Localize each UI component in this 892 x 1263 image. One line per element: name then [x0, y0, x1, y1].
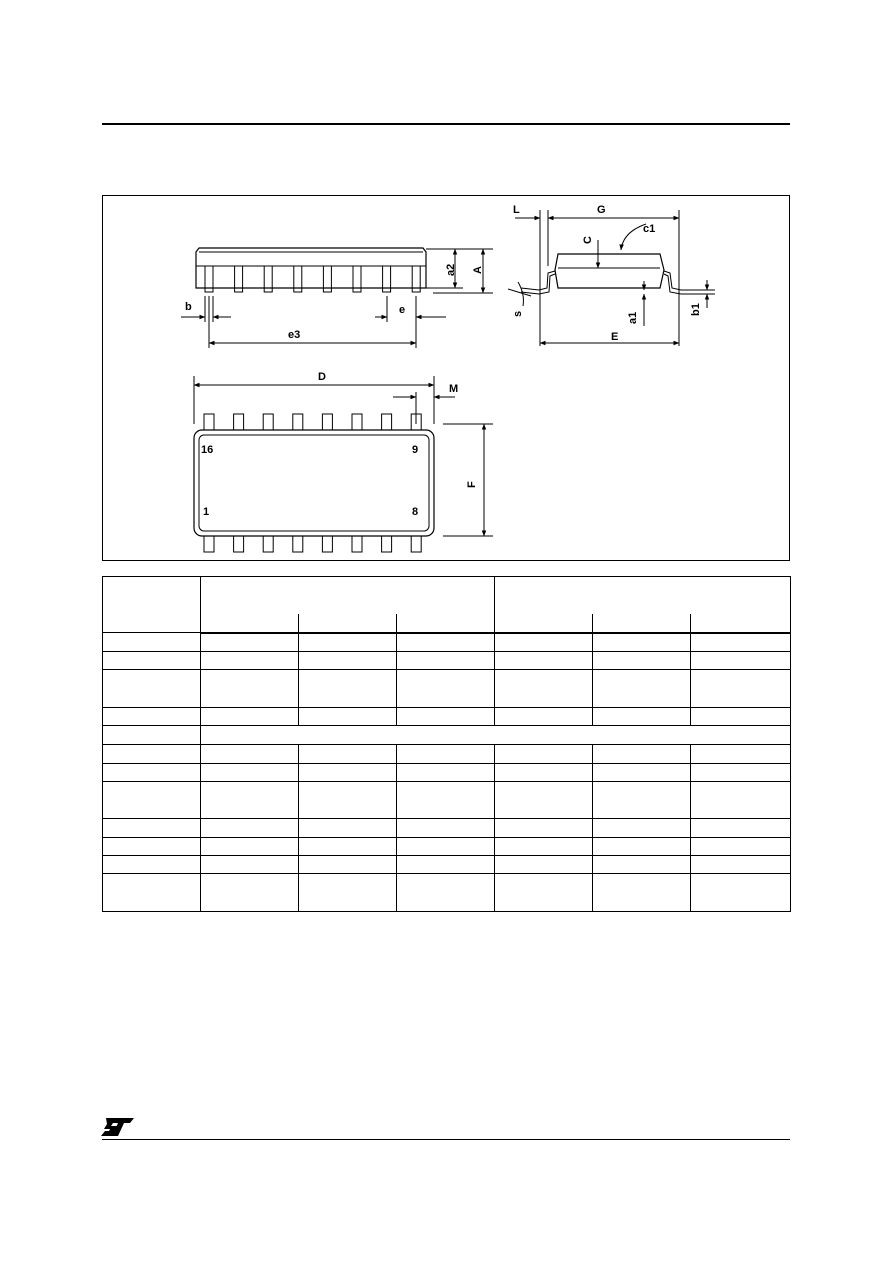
subheader-cell — [495, 614, 593, 633]
top-lead-lower — [293, 536, 303, 552]
top-lead-upper — [382, 414, 392, 430]
table-row-label — [103, 707, 201, 725]
table-cell — [201, 745, 299, 763]
side-view-labels — [185, 264, 484, 341]
table-cell — [593, 745, 691, 763]
pin-label-1: 1 — [203, 506, 210, 518]
table-cell — [201, 874, 299, 912]
end-body-outline — [555, 254, 664, 288]
table-cell — [397, 856, 495, 874]
table-cell — [299, 707, 397, 725]
label-A: A — [472, 266, 484, 274]
table-cell — [593, 819, 691, 837]
table-cell — [201, 837, 299, 855]
table-row — [103, 781, 791, 819]
table-row-label — [103, 819, 201, 837]
table-cell — [397, 781, 495, 819]
bottom-rule — [102, 1139, 790, 1140]
side-view — [181, 248, 493, 348]
table-row — [103, 633, 791, 651]
top-lead-lower — [322, 536, 332, 552]
label-a1: a1 — [627, 311, 639, 324]
table-cell — [593, 707, 691, 725]
top-lead-lower — [411, 536, 421, 552]
table-cell — [397, 707, 495, 725]
table-cell — [691, 763, 791, 781]
package-drawing-frame — [102, 195, 790, 561]
table-cell — [495, 707, 593, 725]
table-cell — [299, 763, 397, 781]
top-lead-upper — [293, 414, 303, 430]
table-cell — [691, 837, 791, 855]
table-cell — [201, 763, 299, 781]
table-row-label — [103, 651, 201, 669]
top-lead-upper — [352, 414, 362, 430]
subheader-cell — [397, 614, 495, 633]
end-view — [508, 210, 715, 346]
top-lead-lower — [382, 536, 392, 552]
table-cell — [201, 651, 299, 669]
table-cell — [593, 633, 691, 651]
top-body-inner — [199, 435, 429, 531]
table-cell-merged — [201, 725, 791, 744]
table-cell — [495, 651, 593, 669]
top-view — [194, 376, 493, 552]
label-a2: a2 — [445, 263, 457, 276]
table-cell — [495, 856, 593, 874]
table-row-label — [103, 837, 201, 855]
table-cell — [201, 781, 299, 819]
table-cell — [593, 874, 691, 912]
top-rule — [102, 123, 790, 125]
table-cell — [201, 633, 299, 651]
table-cell — [299, 837, 397, 855]
table-cell — [593, 856, 691, 874]
top-body-outer — [194, 430, 434, 536]
top-lead-upper — [322, 414, 332, 430]
table-cell — [201, 819, 299, 837]
top-lead-lower — [263, 536, 273, 552]
table-row — [103, 707, 791, 725]
table-cell — [397, 874, 495, 912]
label-M: M — [449, 383, 459, 395]
table-cell — [495, 670, 593, 708]
table-row — [103, 651, 791, 669]
table-row — [103, 874, 791, 912]
table-header-row — [103, 577, 791, 614]
table-subheader-row — [103, 614, 791, 633]
label-s: s — [512, 310, 524, 317]
table-cell — [397, 651, 495, 669]
label-L: L — [513, 204, 520, 216]
table-cell — [299, 633, 397, 651]
table-row — [103, 670, 791, 708]
table-cell — [299, 651, 397, 669]
top-lead-lower — [352, 536, 362, 552]
label-D: D — [318, 371, 326, 383]
table-cell — [593, 763, 691, 781]
table-cell — [397, 837, 495, 855]
table-cell — [691, 707, 791, 725]
subheader-cell — [691, 614, 791, 633]
table-cell — [299, 745, 397, 763]
table-row — [103, 819, 791, 837]
table-cell — [495, 837, 593, 855]
table-cell — [593, 781, 691, 819]
label-G: G — [597, 204, 606, 216]
dimensions-table — [102, 576, 791, 912]
subheader-cell — [593, 614, 691, 633]
table-row — [103, 745, 791, 763]
table-cell — [495, 763, 593, 781]
table-row — [103, 725, 791, 744]
table-cell — [201, 670, 299, 708]
table-row — [103, 856, 791, 874]
table-cell — [397, 745, 495, 763]
table-row-label — [103, 670, 201, 708]
table-cell — [691, 651, 791, 669]
package-outline-drawing — [103, 196, 789, 560]
table-cell — [397, 819, 495, 837]
table-cell — [691, 745, 791, 763]
table-row — [103, 837, 791, 855]
pin-label-8: 8 — [412, 506, 419, 518]
top-lead-upper — [263, 414, 273, 430]
subheader-cell — [201, 614, 299, 633]
table-cell — [691, 781, 791, 819]
table-cell — [299, 781, 397, 819]
label-e: e — [399, 304, 406, 316]
table-cell — [201, 856, 299, 874]
header-dimension-cell — [103, 577, 201, 633]
table-cell — [593, 651, 691, 669]
label-b: b — [185, 301, 192, 313]
table-cell — [593, 837, 691, 855]
label-E: E — [611, 331, 619, 343]
table-cell — [495, 819, 593, 837]
table-cell — [299, 819, 397, 837]
label-C: C — [582, 236, 594, 244]
label-c1: c1 — [643, 223, 656, 235]
header-group-mm — [201, 577, 495, 614]
table-cell — [299, 856, 397, 874]
table-row-label — [103, 745, 201, 763]
subheader-cell — [299, 614, 397, 633]
table-cell — [691, 633, 791, 651]
table-cell — [495, 874, 593, 912]
table-cell — [691, 670, 791, 708]
table-cell — [495, 633, 593, 651]
table-cell — [397, 670, 495, 708]
top-lead-lower — [204, 536, 214, 552]
table-cell — [495, 781, 593, 819]
table-row — [103, 763, 791, 781]
table-cell — [397, 763, 495, 781]
top-lead-lower — [234, 536, 244, 552]
table-cell — [299, 874, 397, 912]
pin-label-9: 9 — [412, 444, 419, 456]
table-cell — [691, 856, 791, 874]
top-lead-upper — [234, 414, 244, 430]
table-row-label — [103, 633, 201, 651]
pin-label-16: 16 — [201, 444, 214, 456]
table-cell — [397, 633, 495, 651]
table-row-label — [103, 874, 201, 912]
st-logo-icon — [100, 1116, 136, 1138]
table-cell — [299, 670, 397, 708]
label-e3: e3 — [288, 329, 301, 341]
top-view-labels — [201, 371, 478, 518]
side-body-outline — [196, 248, 426, 288]
table-cell — [103, 725, 201, 744]
table-cell — [691, 819, 791, 837]
header-group-inch — [495, 577, 791, 614]
top-lead-upper — [204, 414, 214, 430]
table-row-label — [103, 763, 201, 781]
label-F: F — [466, 481, 478, 488]
label-b1: b1 — [690, 303, 702, 316]
table-cell — [593, 670, 691, 708]
table-cell — [495, 745, 593, 763]
table-row-label — [103, 856, 201, 874]
table-row-label — [103, 781, 201, 819]
table-cell — [691, 874, 791, 912]
table-cell — [201, 707, 299, 725]
